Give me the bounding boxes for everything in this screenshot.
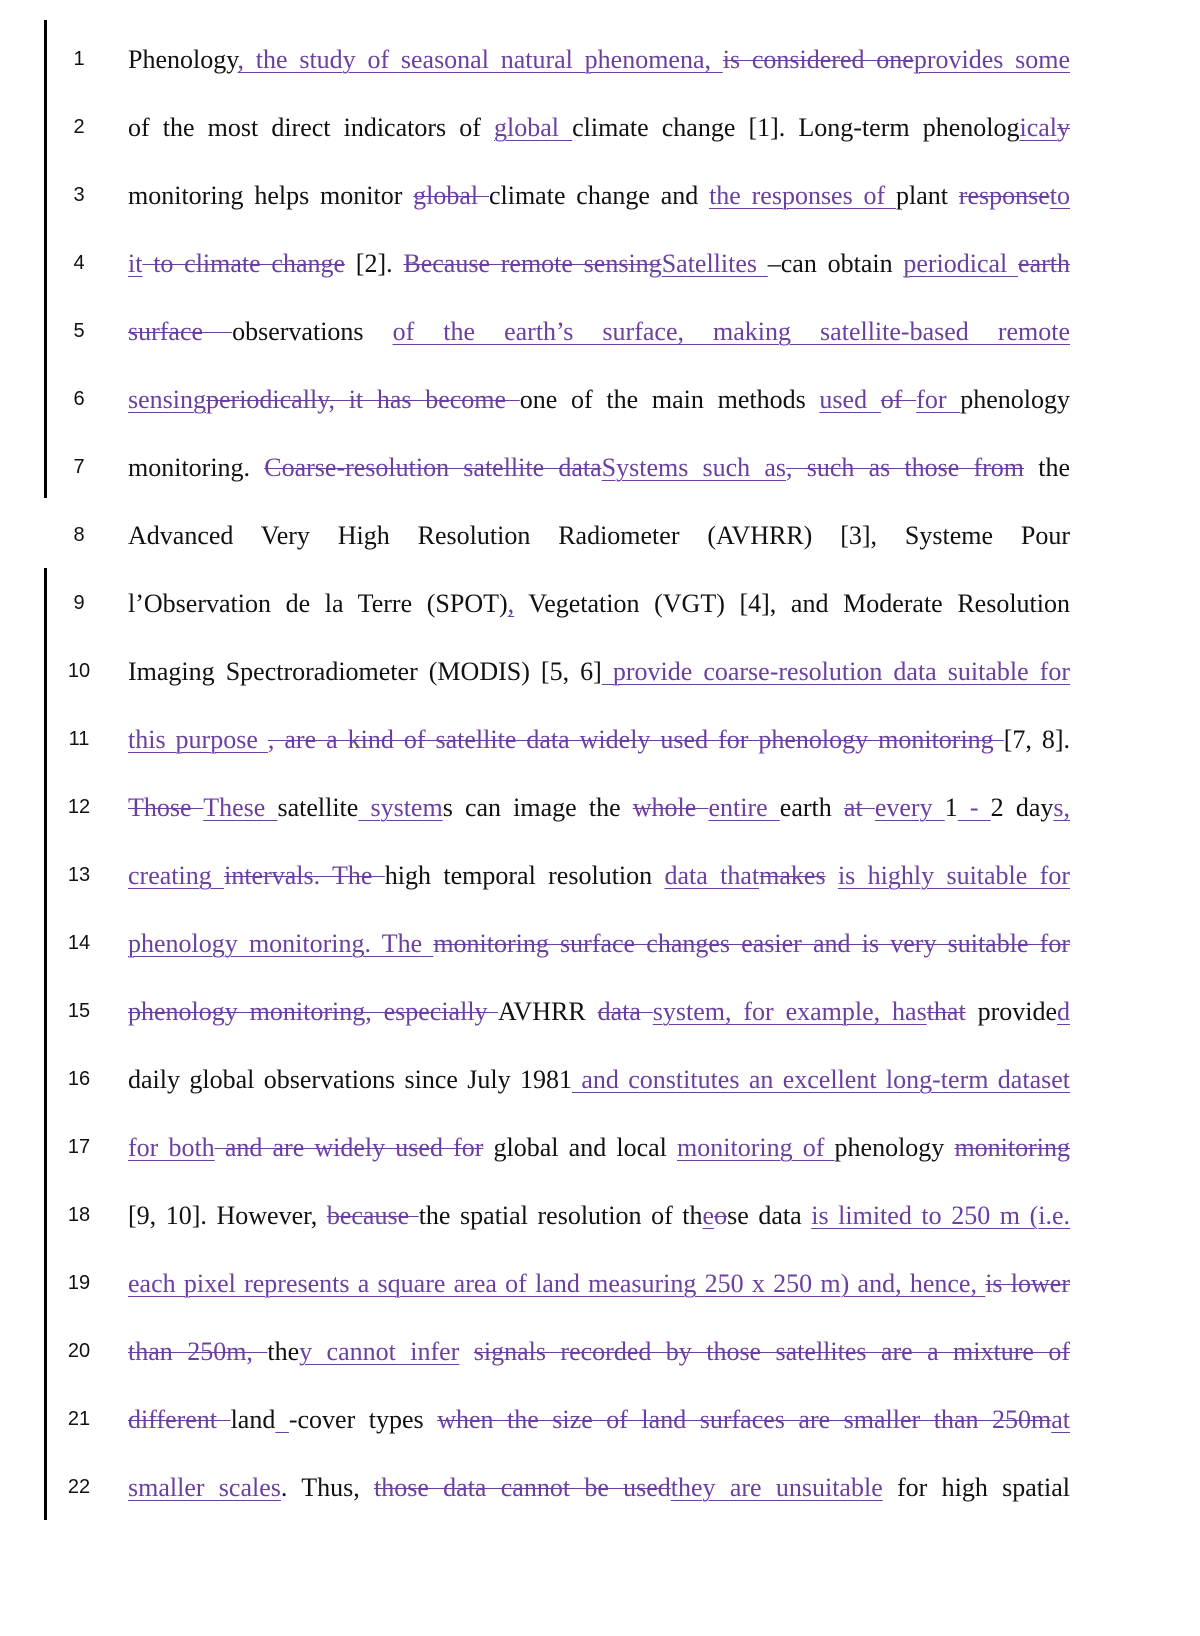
text-run: Vegetation (VGT) [4], and Moderate Resolution bbox=[514, 589, 1070, 618]
deleted-text: earth bbox=[1018, 249, 1070, 278]
line-text bbox=[128, 380, 1070, 420]
deleted-text: because bbox=[326, 1201, 419, 1230]
text-run: of the most direct indicators of bbox=[128, 113, 495, 142]
line-number: 16 bbox=[67, 1068, 91, 1090]
inserted-text: d bbox=[1057, 997, 1070, 1026]
text-run: Advanced Very High Resolution Radiometer (AVHRR) [3], Systeme Pour bbox=[128, 521, 1070, 550]
text-run: climate change and bbox=[488, 181, 710, 210]
text-run: monitoring helps monitor bbox=[128, 181, 414, 210]
text-run: plant bbox=[895, 181, 959, 210]
deleted-text: data bbox=[597, 997, 653, 1026]
deleted-text: those data cannot be used bbox=[373, 1473, 671, 1502]
text-run: observations bbox=[232, 317, 393, 346]
line-text bbox=[128, 1060, 1070, 1100]
text-run: for high spatial bbox=[882, 1473, 1070, 1502]
deleted-text: o bbox=[714, 1201, 728, 1230]
line-number: 22 bbox=[67, 1476, 91, 1498]
text-run: the bbox=[1024, 453, 1070, 482]
line-text bbox=[128, 1468, 1070, 1508]
text-run bbox=[826, 861, 838, 890]
line-text bbox=[128, 176, 1070, 216]
inserted-text: phenology monitoring. The bbox=[128, 929, 434, 958]
inserted-text: These bbox=[203, 793, 278, 822]
inserted-text: Satellites bbox=[661, 249, 768, 278]
deleted-text: that bbox=[926, 997, 966, 1026]
text-run: land bbox=[230, 1405, 276, 1434]
deleted-text: , such as those from bbox=[786, 453, 1025, 482]
inserted-text: for bbox=[916, 385, 961, 414]
inserted-text: provides some bbox=[913, 45, 1070, 74]
line-text bbox=[128, 1196, 1070, 1236]
inserted-text: monitoring of bbox=[677, 1133, 835, 1162]
deleted-text: and are widely used for bbox=[214, 1133, 484, 1162]
line-text bbox=[128, 924, 1070, 964]
inserted-text: data that bbox=[664, 861, 760, 890]
line-text bbox=[128, 108, 1070, 148]
line-text bbox=[128, 720, 1070, 760]
line-text bbox=[128, 1332, 1070, 1372]
text-run: phenology bbox=[960, 385, 1070, 414]
inserted-text: , the study of seasonal natural phenomena, bbox=[237, 45, 723, 74]
text-run: [2]. bbox=[345, 249, 404, 278]
line-text bbox=[128, 1128, 1070, 1168]
inserted-text: - bbox=[957, 793, 991, 822]
line-text bbox=[128, 788, 1070, 828]
line-number: 21 bbox=[67, 1408, 91, 1430]
deleted-text: makes bbox=[759, 861, 826, 890]
text-run: s can image the bbox=[442, 793, 633, 822]
inserted-text: smaller scales bbox=[128, 1473, 281, 1502]
text-run: high temporal resolution bbox=[384, 861, 665, 890]
inserted-text: each pixel represents a square area of land measuring 250 x 250 m) and, hence, bbox=[128, 1269, 986, 1298]
text-run: 2 day bbox=[990, 793, 1054, 822]
inserted-text: used bbox=[819, 385, 881, 414]
inserted-text: and constitutes an excellent long-term dataset bbox=[571, 1065, 1070, 1094]
line-text bbox=[128, 40, 1070, 80]
line-number: 14 bbox=[67, 932, 91, 954]
text-run: provide bbox=[965, 997, 1058, 1026]
text-run: satellite bbox=[277, 793, 359, 822]
inserted-text: e bbox=[702, 1201, 715, 1230]
text-run bbox=[459, 1337, 473, 1366]
deleted-text: response bbox=[958, 181, 1050, 210]
deleted-text: Those bbox=[128, 793, 204, 822]
line-number: 2 bbox=[73, 116, 85, 138]
line-number: 5 bbox=[73, 320, 85, 342]
inserted-text: system, for example, has bbox=[652, 997, 927, 1026]
line-number: 4 bbox=[73, 252, 85, 274]
line-number: 9 bbox=[73, 592, 85, 614]
inserted-text: provide coarse-resolution data suitable for bbox=[601, 657, 1070, 686]
inserted-text: creating bbox=[128, 861, 225, 890]
line-number: 18 bbox=[67, 1204, 91, 1226]
text-run: . Thus, bbox=[280, 1473, 374, 1502]
deleted-text: to climate change bbox=[142, 249, 346, 278]
line-text bbox=[128, 448, 1070, 488]
inserted-text bbox=[275, 1405, 289, 1434]
text-run: l’Observation de la Terre (SPOT) bbox=[128, 589, 508, 618]
deleted-text: than 250m, bbox=[128, 1337, 268, 1366]
text-run: the bbox=[267, 1337, 300, 1366]
inserted-text: system bbox=[358, 793, 443, 822]
inserted-text: this purpose bbox=[128, 725, 268, 754]
text-run: earth bbox=[779, 793, 844, 822]
inserted-text: entire bbox=[708, 793, 780, 822]
line-number: 12 bbox=[67, 796, 91, 818]
text-run: -cover types bbox=[288, 1405, 438, 1434]
text-run: global and local bbox=[483, 1133, 678, 1162]
inserted-text: y cannot infer bbox=[299, 1337, 460, 1366]
deleted-text: Because remote sensing bbox=[403, 249, 662, 278]
text-run: the spatial resolution of th bbox=[418, 1201, 703, 1230]
line-number: 17 bbox=[67, 1136, 91, 1158]
text-run: climate change [1]. Long-term phenolog bbox=[572, 113, 1020, 142]
deleted-text: global bbox=[413, 181, 489, 210]
line-text bbox=[128, 244, 1070, 284]
text-run: se data bbox=[727, 1201, 812, 1230]
text-run: –can obtain bbox=[767, 249, 904, 278]
inserted-text: for both bbox=[128, 1133, 215, 1162]
inserted-text: ical bbox=[1019, 113, 1057, 142]
line-number: 8 bbox=[73, 524, 85, 546]
deleted-text: at bbox=[843, 793, 875, 822]
inserted-text: it bbox=[128, 249, 143, 278]
deleted-text: when the size of land surfaces are smaller than 250m bbox=[437, 1405, 1052, 1434]
line-text bbox=[128, 312, 1070, 352]
inserted-text: s, bbox=[1053, 793, 1070, 822]
deleted-text: whole bbox=[632, 793, 709, 822]
inserted-text: sensing bbox=[128, 385, 206, 414]
inserted-text: of the earth’s surface, making satellite-based remote bbox=[392, 317, 1070, 346]
inserted-text: at bbox=[1051, 1405, 1070, 1434]
inserted-text: Systems such as bbox=[601, 453, 787, 482]
deleted-text: monitoring surface changes easier and is very suitable for bbox=[433, 929, 1070, 958]
line-text bbox=[128, 856, 1070, 896]
line-text bbox=[128, 992, 1070, 1032]
line-number: 19 bbox=[67, 1272, 91, 1294]
line-number: 15 bbox=[67, 1000, 91, 1022]
deleted-text: y bbox=[1057, 113, 1070, 142]
deleted-text: intervals. The bbox=[224, 861, 385, 890]
line-number: 6 bbox=[73, 388, 85, 410]
text-run: AVHRR bbox=[498, 997, 598, 1026]
inserted-text: , bbox=[507, 589, 515, 618]
text-run: one of the main methods bbox=[519, 385, 820, 414]
inserted-text: is limited to 250 m (i.e. bbox=[811, 1201, 1070, 1230]
inserted-text: to bbox=[1049, 181, 1070, 210]
line-number: 1 bbox=[73, 48, 85, 70]
line-text bbox=[128, 584, 1070, 624]
inserted-text: the responses of bbox=[709, 181, 896, 210]
deleted-text: monitoring bbox=[954, 1133, 1070, 1162]
inserted-text: they are unsuitable bbox=[670, 1473, 883, 1502]
line-text bbox=[128, 516, 1070, 556]
line-number: 20 bbox=[67, 1340, 91, 1362]
text-run: [7, 8]. bbox=[1003, 725, 1070, 754]
inserted-text: global bbox=[494, 113, 573, 142]
deleted-text: of bbox=[880, 385, 917, 414]
line-number: 13 bbox=[67, 864, 91, 886]
inserted-text: periodical bbox=[903, 249, 1019, 278]
deleted-text: , are a kind of satellite data widely used for phenology monitoring bbox=[267, 725, 1004, 754]
deleted-text: periodically, it has become bbox=[206, 385, 520, 414]
line-number: 10 bbox=[67, 660, 91, 682]
deleted-text: is lower bbox=[985, 1269, 1070, 1298]
line-text bbox=[128, 652, 1070, 692]
deleted-text: different bbox=[128, 1405, 231, 1434]
text-run: [9, 10]. However, bbox=[128, 1201, 327, 1230]
line-text bbox=[128, 1264, 1070, 1304]
text-run: 1 bbox=[944, 793, 958, 822]
inserted-text: every bbox=[874, 793, 945, 822]
deleted-text: signals recorded by those satellites are a mixture of bbox=[473, 1337, 1070, 1366]
line-number: 3 bbox=[73, 184, 85, 206]
deleted-text: Coarse-resolution satellite data bbox=[264, 453, 602, 482]
text-run: daily global observations since July 1981 bbox=[128, 1065, 572, 1094]
deleted-text: surface bbox=[128, 317, 233, 346]
deleted-text: is considered one bbox=[722, 45, 914, 74]
change-bar-bottom bbox=[44, 568, 47, 1520]
text-run: Phenology bbox=[128, 45, 238, 74]
line-number: 11 bbox=[68, 728, 90, 750]
change-bar-top bbox=[44, 20, 47, 498]
text-run: phenology bbox=[834, 1133, 955, 1162]
deleted-text: phenology monitoring, especially bbox=[128, 997, 498, 1026]
line-text bbox=[128, 1400, 1070, 1440]
inserted-text: is highly suitable for bbox=[837, 861, 1070, 890]
line-number: 7 bbox=[73, 456, 85, 478]
text-run: monitoring. bbox=[128, 453, 265, 482]
text-run: Imaging Spectroradiometer (MODIS) [5, 6] bbox=[128, 657, 602, 686]
